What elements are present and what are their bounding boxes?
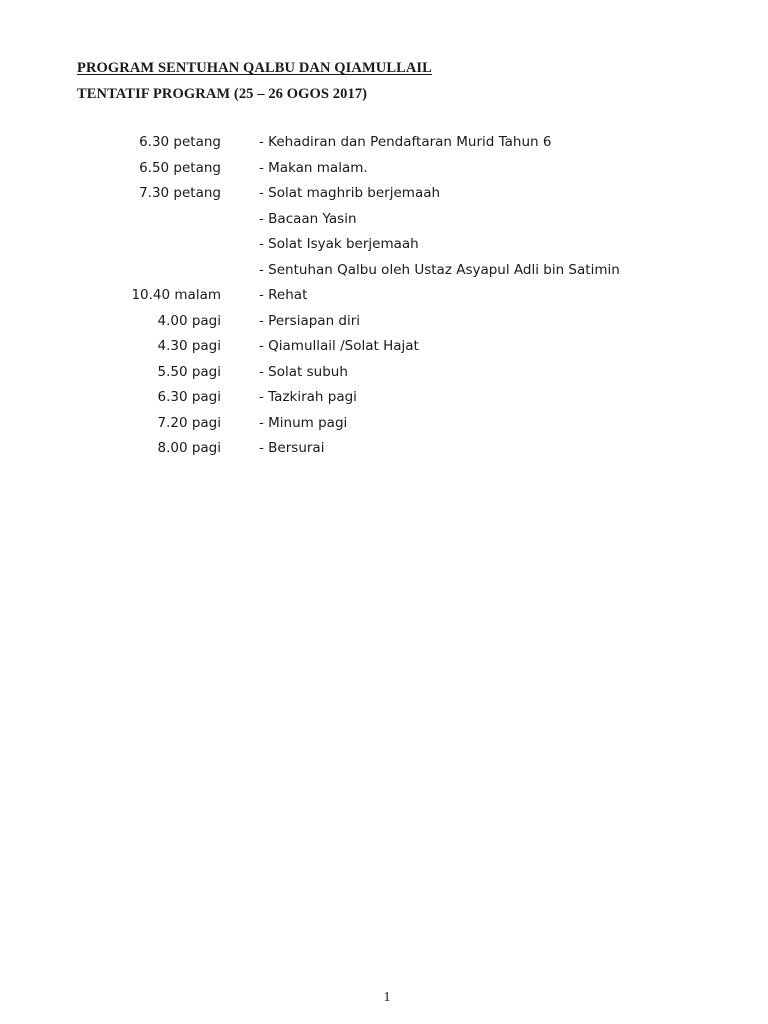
schedule-activity: - Persiapan diri <box>259 312 361 329</box>
schedule-time: 6.30 petang <box>139 134 221 150</box>
schedule-row <box>0 411 768 437</box>
schedule-time: 5.50 pagi <box>157 363 221 380</box>
schedule-time: 10.40 malam <box>131 287 221 303</box>
schedule-row <box>0 385 768 411</box>
schedule-activity: - Sentuhan Qalbu oleh Ustaz Asyapul Adli bin Satimin <box>259 261 620 278</box>
schedule-activity: - Kehadiran dan Pendaftaran Murid Tahun 6 <box>259 134 552 150</box>
schedule-time: 7.30 petang <box>139 185 221 201</box>
page-number: 1 <box>383 990 391 1005</box>
schedule-time: 4.00 pagi <box>157 312 221 329</box>
schedule-row <box>0 334 768 360</box>
schedule-activity: - Minum pagi <box>259 414 348 431</box>
schedule-time: 6.50 petang <box>139 159 221 176</box>
schedule-row <box>0 436 768 462</box>
schedule-time: 8.00 pagi <box>157 440 221 456</box>
document-subtitle: TENTATIF PROGRAM (25 – 26 OGOS 2017) <box>77 86 368 102</box>
schedule-row <box>0 258 768 284</box>
schedule-time: 6.30 pagi <box>157 389 221 405</box>
schedule-activity: - Qiamullail /Solat Hajat <box>259 338 419 354</box>
schedule-list <box>0 130 768 462</box>
schedule-activity: - Tazkirah pagi <box>259 389 357 405</box>
schedule-row <box>0 283 768 309</box>
schedule-row <box>0 309 768 335</box>
schedule-row <box>0 207 768 233</box>
document-title: PROGRAM SENTUHAN QALBU DAN QIAMULLAIL <box>77 60 432 76</box>
schedule-activity: - Makan malam. <box>259 159 368 176</box>
schedule-activity: - Solat maghrib berjemaah <box>259 185 441 201</box>
schedule-activity: - Bersurai <box>259 440 325 456</box>
schedule-row <box>0 360 768 386</box>
schedule-activity: - Bacaan Yasin <box>259 210 357 227</box>
schedule-activity: - Solat Isyak berjemaah <box>259 236 419 252</box>
schedule-row <box>0 130 768 156</box>
schedule-activity: - Rehat <box>259 287 308 303</box>
schedule-time: 7.20 pagi <box>157 414 221 431</box>
schedule-time: 4.30 pagi <box>157 338 221 354</box>
schedule-row <box>0 156 768 182</box>
schedule-activity: - Solat subuh <box>259 363 348 380</box>
schedule-row <box>0 181 768 207</box>
schedule-row <box>0 232 768 258</box>
